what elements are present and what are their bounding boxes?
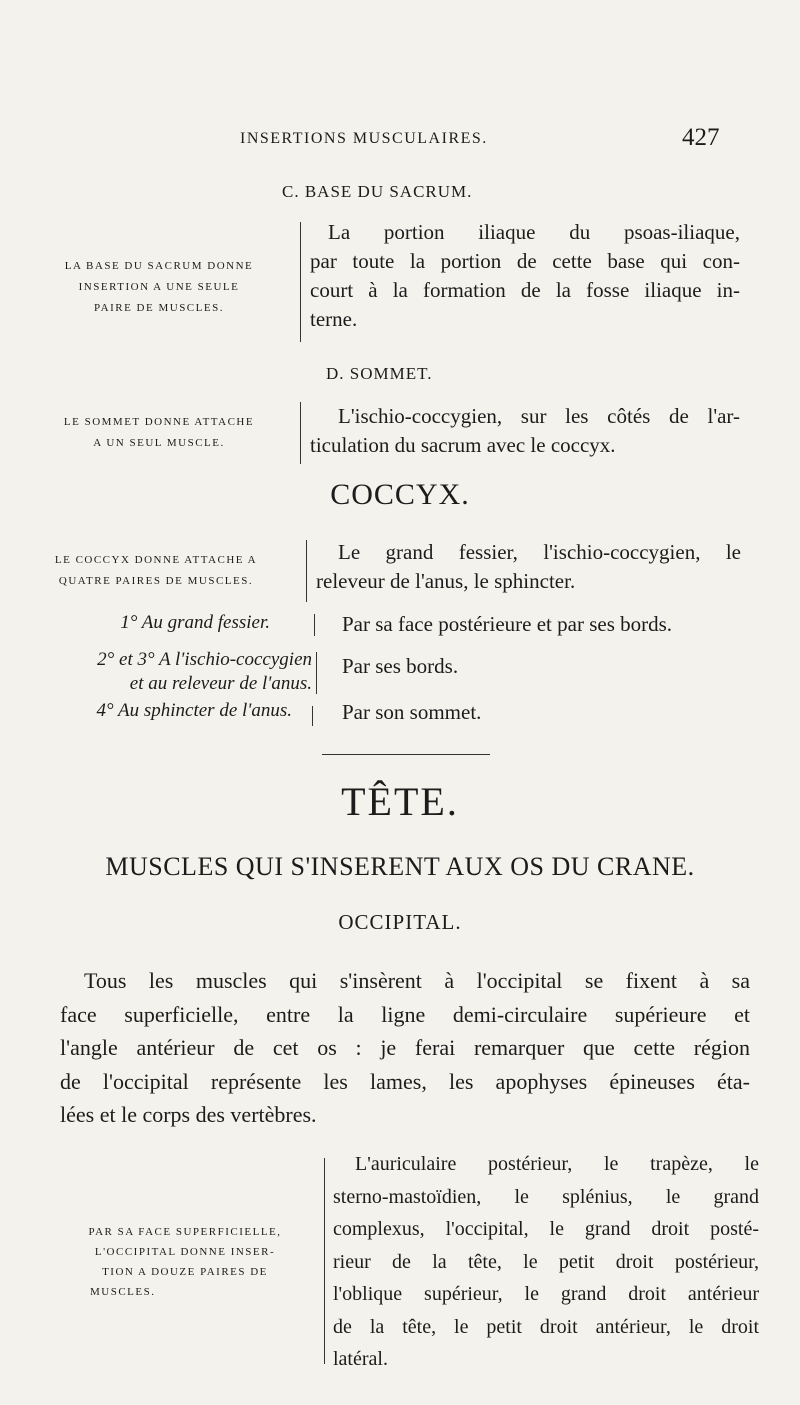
side-note-line: PAR SA FACE SUPERFICIELLE, — [88, 1226, 282, 1238]
row-text: Par sa face postérieure et par ses bords. — [342, 612, 673, 636]
page-number: 427 — [682, 124, 720, 151]
brace — [324, 1158, 325, 1364]
occipital-paragraph — [60, 964, 750, 1132]
row-text: Par son sommet. — [342, 700, 482, 724]
side-note-coccyx — [10, 550, 302, 592]
text-line: sterno-mastoïdien, le splénius, le grand — [333, 1185, 759, 1208]
paragraph-line: de l'occipital représente les lames, les apophyses épineuses éta- — [60, 1068, 750, 1094]
text-line: complexus, l'occipital, le grand droit posté- — [333, 1218, 759, 1240]
paragraph-line: lées et le corps des vertèbres. — [60, 1102, 317, 1127]
text-line: La portion iliaque du psoas-iliaque, — [328, 220, 740, 244]
running-title: INSERTIONS MUSCULAIRES. — [240, 130, 488, 147]
side-note-line: QUATRE PAIRES DE MUSCLES. — [58, 575, 254, 587]
text-line: L'ischio-coccygien, sur les côtés de l'ar- — [338, 404, 740, 428]
text-line: Le grand fessier, l'ischio-coccygien, le — [338, 540, 741, 564]
row-label: 4° Au sphincter de l'anus. — [96, 700, 292, 721]
side-note-line: PAIRE DE MUSCLES. — [94, 302, 224, 314]
side-note-line: TION A DOUZE PAIRES DE — [102, 1266, 268, 1278]
brace — [306, 540, 307, 602]
section-heading-c: C. BASE DU SACRUM. — [282, 182, 473, 201]
text-line: ticulation du sacrum avec le coccyx. — [310, 433, 616, 457]
row-text: Par ses bords. — [342, 654, 459, 678]
text-line: latéral. — [333, 1348, 388, 1370]
occipital-muscle-list — [333, 1148, 759, 1376]
section-d-text — [310, 402, 740, 460]
text-line: L'auriculaire postérieur, le trapèze, le — [355, 1153, 759, 1175]
divider-rule — [322, 754, 490, 755]
brace — [312, 706, 313, 726]
row-label — [30, 648, 312, 696]
text-line: releveur de l'anus, le sphincter. — [316, 569, 576, 593]
paragraph-line: face superficielle, entre la ligne demi-circulaire supérieure et — [60, 1001, 750, 1027]
section-c-text — [310, 218, 740, 334]
brace — [314, 614, 315, 636]
coccyx-text — [316, 538, 741, 596]
side-note-sommet — [20, 412, 298, 454]
row-label-line: 2° et 3° A l'ischio-coccygien — [97, 649, 312, 670]
brace — [300, 222, 301, 342]
side-note-line: LA BASE DU SACRUM DONNE — [64, 260, 254, 272]
text-line: court à la formation de la fosse iliaque in- — [310, 278, 740, 302]
side-note-line: LE SOMMET DONNE ATTACHE — [63, 416, 255, 428]
side-note-line: A UN SEUL MUSCLE. — [93, 437, 225, 449]
paragraph-line: Tous les muscles qui s'insèrent à l'occipital se fixent à sa — [84, 968, 750, 993]
occipital-heading: OCCIPITAL. — [338, 910, 462, 934]
side-note-line: INSERTION A UNE SEULE — [78, 281, 240, 293]
side-note-occipital — [50, 1222, 320, 1302]
side-note-line: L'OCCIPITAL DONNE INSER- — [94, 1246, 276, 1258]
text-line: de la tête, le petit droit antérieur, le droit — [333, 1315, 759, 1338]
text-line: l'oblique supérieur, le grand droit antérieur — [333, 1283, 759, 1305]
side-note-base-sacrum — [20, 256, 298, 319]
side-note-line: LE COCCYX DONNE ATTACHE A — [54, 554, 258, 566]
row-label: 1° Au grand fessier. — [120, 612, 270, 633]
text-line: rieur de la tête, le petit droit postérieur, — [333, 1250, 759, 1273]
brace — [300, 402, 301, 464]
text-line: terne. — [310, 307, 358, 331]
text-line: par toute la portion de cette base qui con- — [310, 249, 740, 273]
paragraph-line: l'angle antérieur de cet os : je ferai remarquer que cette région — [60, 1035, 750, 1060]
tete-heading: TÊTE. — [341, 779, 459, 824]
side-note-line: MUSCLES. — [90, 1286, 156, 1298]
section-heading-d: D. SOMMET. — [326, 364, 433, 383]
brace — [316, 652, 317, 694]
coccyx-heading: COCCYX. — [330, 478, 470, 511]
tete-subheading: MUSCLES QUI S'INSERENT AUX OS DU CRANE. — [105, 852, 695, 881]
row-label-line: et au releveur de l'anus. — [129, 673, 312, 694]
